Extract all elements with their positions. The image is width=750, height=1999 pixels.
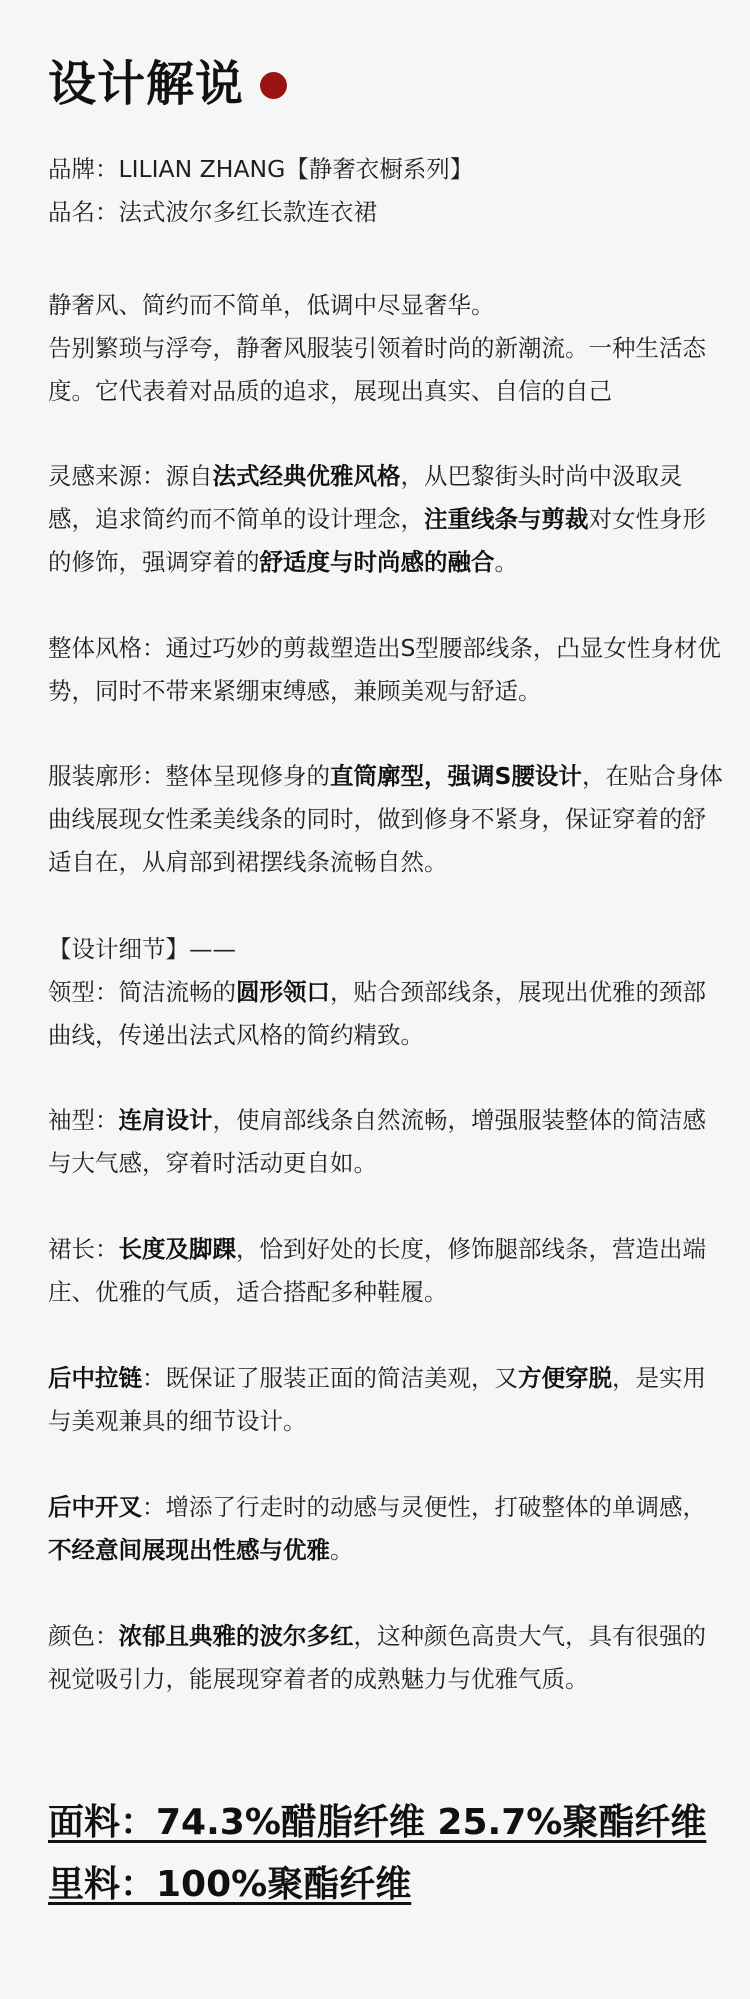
inspiration-highlight-1: 法式经典优雅风格 [212,462,401,490]
zipper-highlight-1: 后中拉链 [48,1364,142,1392]
overall-style-paragraph: 整体风格：通过巧妙的剪裁塑造出S型腰部线条，凸显女性身材优势，同时不带来紧绷束缚感，兼顾美观与舒适。 [48,634,721,705]
inspiration-paragraph [48,455,723,584]
color-section [48,1615,723,1701]
fabric-composition [48,1792,706,1916]
overall-style-section [48,627,723,713]
collar-text-1: 领型：简洁流畅的 [48,978,236,1006]
zipper-section [48,1357,723,1443]
inspiration-highlight-3: 舒适度与时尚感的融合 [259,548,495,576]
color-text-1: 颜色： [48,1622,119,1650]
color-paragraph [48,1615,723,1701]
product-name-line: 品名：法式波尔多红长款连衣裙 [48,198,377,226]
inspiration-highlight-2: 注重线条与剪裁 [424,505,589,533]
collar-highlight: 圆形领口 [236,978,330,1006]
slit-text-2: 。 [330,1536,354,1564]
brand-line: 品牌：LILIAN ZHANG【静奢衣橱系列】 [48,155,474,183]
brand-info [48,148,723,234]
zipper-text-2: ，是实用与美观兼具的细节设计。 [48,1364,706,1435]
silhouette-text-2: ，在贴合身体曲线展现女性柔美线条的同时，做到修身不紧身，保证穿着的舒适自在，从肩部到裙摆线条流畅自然。 [48,762,723,876]
length-text-2: ，恰到好处的长度，修饰腿部线条，营造出端庄、优雅的气质，适合搭配多种鞋履。 [48,1235,706,1306]
silhouette-text-1: 服装廓形：整体呈现修身的 [48,762,330,790]
sleeve-paragraph [48,1099,723,1185]
header [48,48,287,120]
collar-text-2: ，贴合颈部线条，展现出优雅的颈部曲线，传递出法式风格的简约精致。 [48,978,706,1049]
lining-fabric-line [48,1854,706,1916]
collar-paragraph [48,971,723,1057]
inspiration-text-1: 灵感来源：源自 [48,462,213,490]
intro-line-2: 告别繁琐与浮夸，静奢风服装引领着时尚的新潮流。一种生活态度。它代表着对品质的追求，展现出真实、自信的自己 [48,334,706,405]
slit-section [48,1486,723,1572]
silhouette-highlight: 直筒廓型，强调S腰设计 [330,762,582,790]
inspiration-text-2: ，从巴黎街头时尚中汲取灵感，追求简约而不简单的设计理念， [48,462,683,533]
length-highlight: 长度及脚踝 [118,1235,236,1263]
lining-fabric-text: 里料：100%聚酯纤维 [48,1864,412,1905]
details-heading: 【设计细节】—— [48,935,236,963]
sleeve-text-1: 袖型： [48,1106,119,1134]
slit-paragraph [48,1486,723,1572]
sleeve-section [48,1099,723,1185]
details-heading-section [48,928,723,971]
color-text-2: ，这种颜色高贵大气，具有很强的视觉吸引力，能展现穿着者的成熟魅力与优雅气质。 [48,1622,706,1693]
silhouette-section [48,755,723,884]
length-section [48,1228,723,1314]
inspiration-text-3: 对女性身形的修饰，强调穿着的 [48,505,706,576]
red-dot-icon [260,72,287,99]
length-paragraph [48,1228,723,1314]
shell-fabric-text: 面料：74.3%醋脂纤维 25.7%聚酯纤维 [48,1802,707,1843]
shell-fabric-line [48,1792,706,1854]
slit-highlight-1: 后中开叉 [48,1493,142,1521]
length-text-1: 裙长： [48,1235,119,1263]
color-highlight: 浓郁且典雅的波尔多红 [118,1622,354,1650]
page-title: 设计解说 [48,56,245,112]
intro-section [48,284,723,413]
sleeve-text-2: ，使肩部线条自然流畅，增强服装整体的简洁感与大气感，穿着时活动更自如。 [48,1106,706,1177]
zipper-text-1: ：既保证了服装正面的简洁美观，又 [142,1364,518,1392]
collar-section [48,971,723,1057]
silhouette-paragraph [48,755,723,884]
inspiration-section [48,455,723,584]
slit-highlight-2: 不经意间展现出性感与优雅 [48,1536,330,1564]
sleeve-highlight: 连肩设计 [118,1106,213,1134]
zipper-paragraph [48,1357,723,1443]
slit-text-1: ：增添了行走时的动感与灵便性，打破整体的单调感， [142,1493,706,1521]
zipper-highlight-2: 方便穿脱 [518,1364,612,1392]
intro-line-1: 静奢风、简约而不简单，低调中尽显奢华。 [48,291,495,319]
inspiration-text-4: 。 [494,548,518,576]
